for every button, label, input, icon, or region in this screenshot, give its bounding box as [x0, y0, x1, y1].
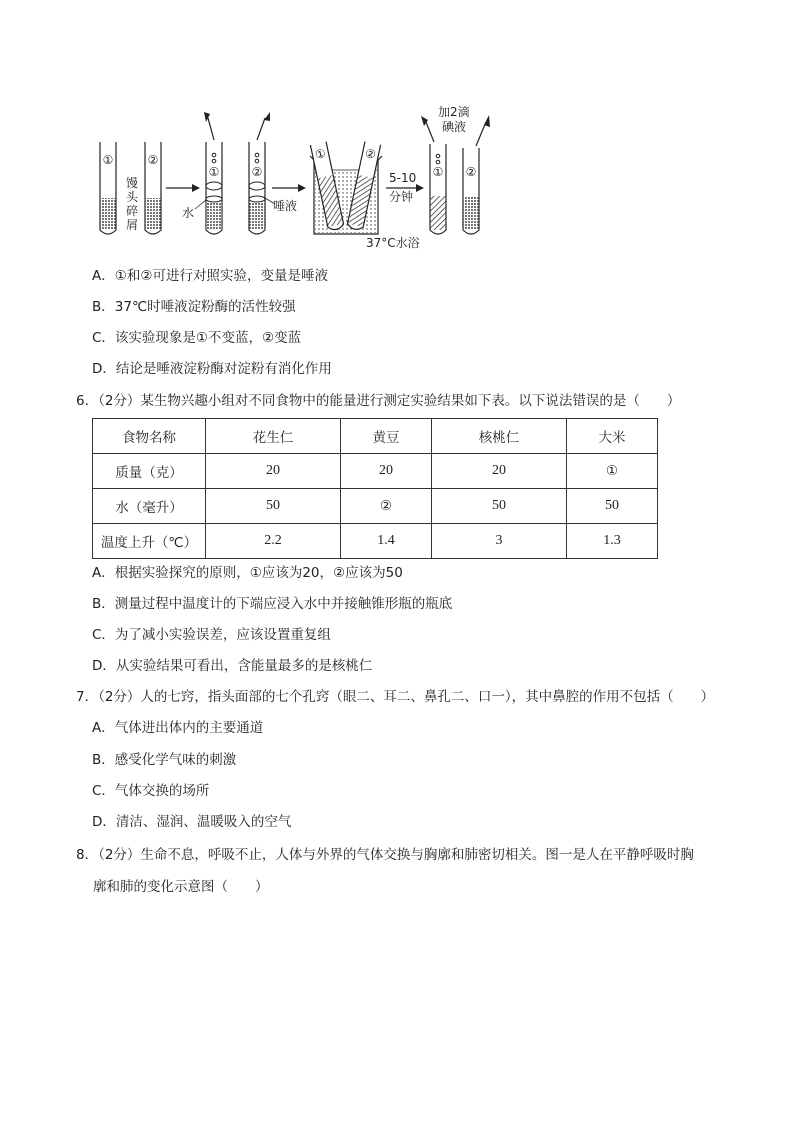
- table-cell: 20: [206, 454, 341, 489]
- table-header-cell: 食物名称: [93, 419, 206, 454]
- svg-text:①: ①: [102, 153, 114, 167]
- water-bath-beaker: [310, 141, 382, 234]
- q5-option-a: A．①和②可进行对照实验，变量是唾液: [92, 268, 328, 284]
- table-row: [93, 489, 658, 524]
- experiment-diagram: [90, 104, 510, 252]
- q5-option-d: D．结论是唾液淀粉酶对淀粉有消化作用: [92, 361, 332, 377]
- svg-text:②: ②: [363, 145, 378, 162]
- svg-text:①: ①: [432, 165, 444, 179]
- q7-stem: 7．（2分）人的七窍，指头面部的七个孔窍（眼二、耳二、鼻孔二、口一），其中鼻腔的作用不包括（ ）: [76, 689, 715, 705]
- saliva-label: [265, 198, 297, 213]
- q6-option-c: C．为了减小实验误差，应该设置重复组: [92, 627, 331, 643]
- table-row: [93, 454, 658, 489]
- q5-option-b: B．37℃时唾液淀粉酶的活性较强: [92, 299, 296, 315]
- table-cell: 1.3: [566, 524, 657, 559]
- q7-option-c: C．气体交换的场所: [92, 783, 210, 799]
- q7-option-b: B．感受化学气味的刺激: [92, 752, 237, 768]
- q6-option-b: B．测量过程中温度计的下端应浸入水中并接触锥形瓶的瓶底: [92, 596, 453, 612]
- q8-stem-line2: 廓和肺的变化示意图（ ）: [93, 879, 269, 895]
- table-cell: 质量（克）: [93, 454, 206, 489]
- q7-option-d: D．清洁、湿润、温暖吸入的空气: [92, 814, 292, 830]
- step1-tube-1: [100, 142, 116, 234]
- table-cell: 1.4: [340, 524, 431, 559]
- step2-tube-1: [204, 112, 222, 234]
- food-energy-table: [92, 418, 658, 559]
- time-label-2: 分钟: [389, 190, 414, 204]
- svg-text:②: ②: [251, 165, 263, 179]
- table-cell: 2.2: [206, 524, 341, 559]
- table-header-cell: 大米: [566, 419, 657, 454]
- q6-stem: 6．（2分）某生物兴趣小组对不同食物中的能量进行测定实验结果如下表。以下说法错误的是（ ）: [76, 393, 681, 409]
- arrow-icon: [166, 184, 200, 192]
- table-cell: 水（毫升）: [93, 489, 206, 524]
- table-row: [93, 524, 658, 559]
- table-cell: 20: [431, 454, 566, 489]
- svg-text:①: ①: [208, 165, 220, 179]
- table-cell: 50: [431, 489, 566, 524]
- table-header-row: [93, 419, 658, 454]
- step4-tube-2: [463, 115, 490, 234]
- mantou-label: [126, 175, 139, 232]
- table-cell: 50: [566, 489, 657, 524]
- table-header-cell: 花生仁: [206, 419, 341, 454]
- svg-text:屑: 屑: [126, 218, 139, 232]
- svg-text:②: ②: [147, 153, 159, 167]
- arrow-icon: [272, 184, 306, 192]
- q7-option-a: A．气体进出体内的主要通道: [92, 720, 264, 736]
- svg-text:头: 头: [126, 190, 139, 204]
- svg-text:碎: 碎: [126, 204, 139, 218]
- table-cell: 20: [340, 454, 431, 489]
- table-cell: ①: [566, 454, 657, 489]
- water-bath-label: 37°C水浴: [366, 236, 420, 250]
- table-cell: ②: [340, 489, 431, 524]
- table-header-cell: 核桃仁: [431, 419, 566, 454]
- iodine-label-2: 碘液: [442, 120, 467, 134]
- table-cell: 50: [206, 489, 341, 524]
- table-cell: 温度上升（℃）: [93, 524, 206, 559]
- svg-text:①: ①: [313, 146, 328, 163]
- q5-option-c: C．该实验现象是①不变蓝，②变蓝: [92, 330, 302, 346]
- table-header-cell: 黄豆: [340, 419, 431, 454]
- step1-tube-2: [145, 142, 161, 234]
- table-cell: 3: [431, 524, 566, 559]
- svg-text:馒: 馒: [126, 176, 139, 190]
- svg-text:②: ②: [465, 165, 477, 179]
- water-label: [182, 200, 206, 220]
- svg-text:唾液: 唾液: [273, 199, 298, 213]
- time-label-1: 5-10: [389, 171, 417, 185]
- step2-tube-2: [249, 112, 270, 234]
- iodine-label-1: 加2滴: [438, 105, 470, 119]
- q6-option-d: D．从实验结果可看出，含能量最多的是核桃仁: [92, 658, 373, 674]
- q8-stem-line1: 8．（2分）生命不息，呼吸不止，人体与外界的气体交换与胸廓和肺密切相关。图一是人在平静呼吸时胸: [76, 847, 694, 863]
- q6-option-a: A．根据实验探究的原则，①应该为20，②应该为50: [92, 565, 403, 581]
- svg-text:水: 水: [182, 206, 195, 220]
